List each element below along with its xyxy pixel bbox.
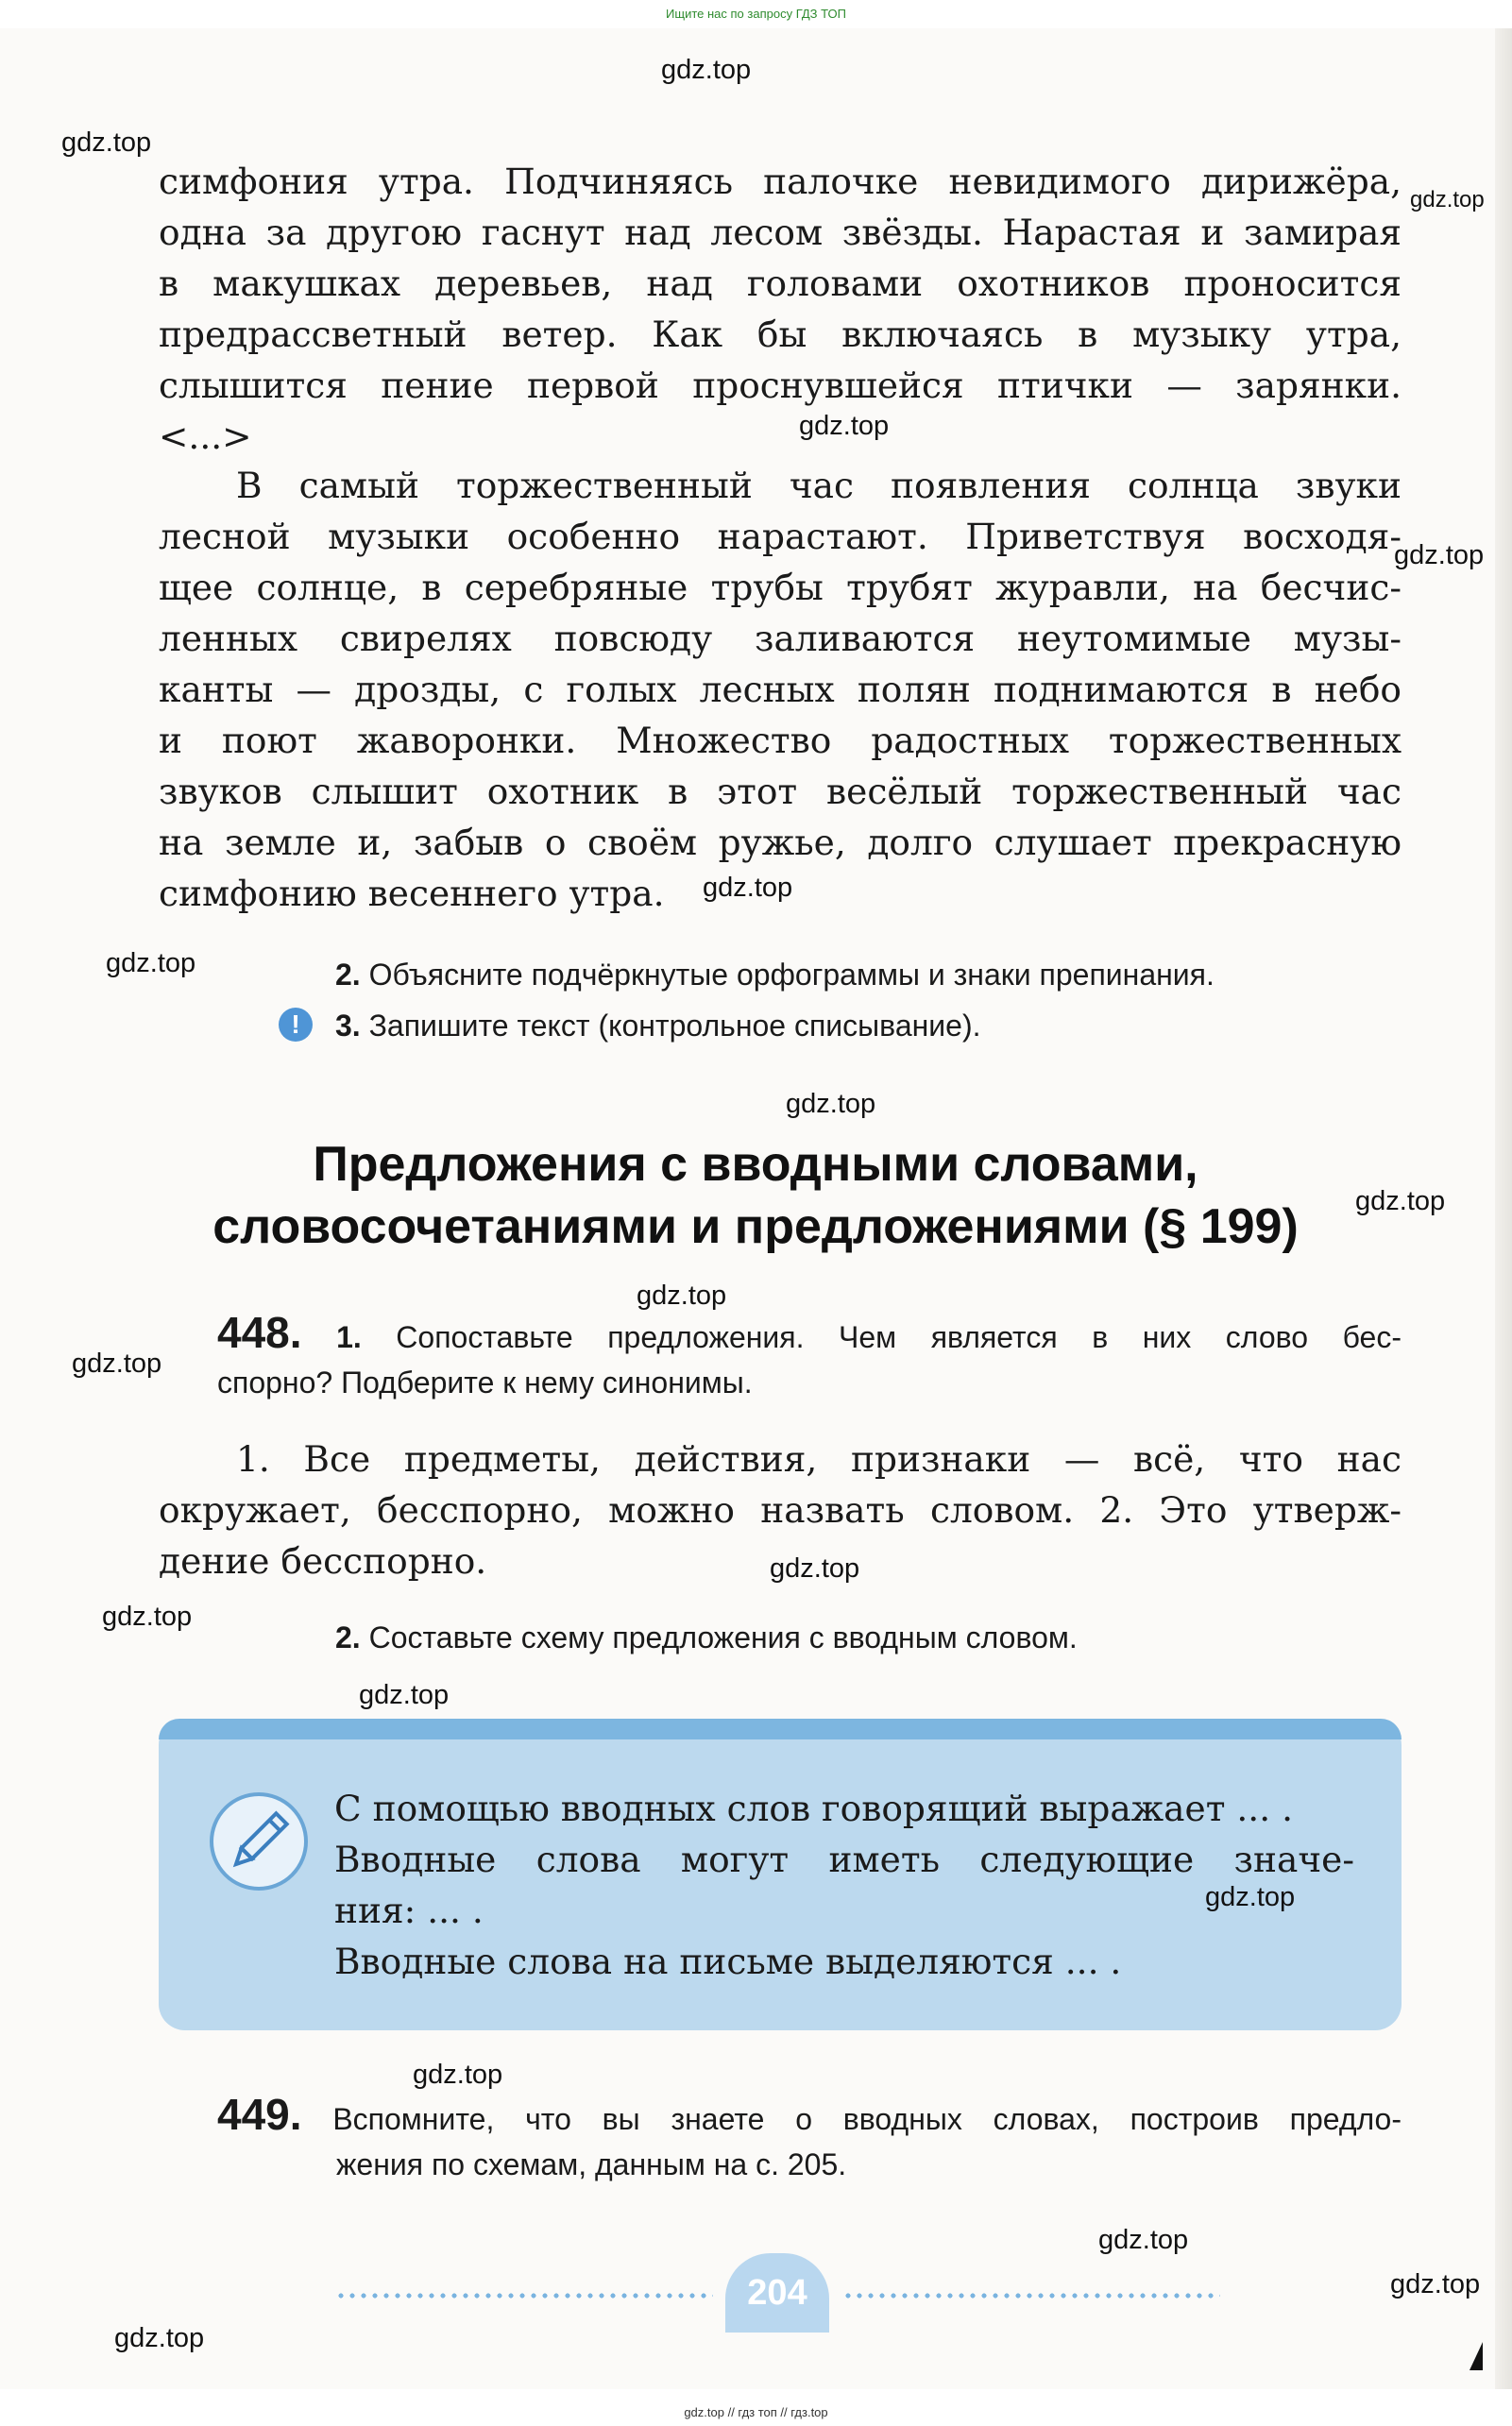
exercise-449	[217, 2092, 1402, 2187]
text-line: симфонию весеннего утра.	[159, 873, 665, 914]
watermark: gdz.top	[799, 411, 890, 441]
text-line: симфония утра. Подчиняясь палочке невидимого дирижёра,	[159, 161, 1402, 202]
text-line: лесной музыки особенно нарастают. Приветствуя восходя-	[159, 516, 1402, 557]
exercise-448-task-1	[217, 1310, 1402, 1405]
text-line: канты — дрозды, с голых лесных полян поднимаются в небо	[159, 669, 1402, 710]
text-line: в макушках деревьев, над головами охотников проносится	[159, 263, 1402, 304]
watermark: gdz.top	[72, 1349, 162, 1379]
task-3	[335, 1003, 981, 1048]
task-text: Составьте схему предложения с вводным словом.	[368, 1620, 1078, 1654]
pencil-icon-graphic	[213, 1796, 304, 1887]
watermark: gdz.top	[1394, 540, 1485, 570]
text-line: В самый торжественный час появления солнца звуки	[236, 465, 1402, 506]
text-line: предрассветный ветер. Как бы включаясь в музыку утра,	[159, 314, 1402, 355]
watermark: gdz.top	[661, 55, 752, 85]
task-text: Объясните подчёркнутые орфограммы и знаки препинания.	[368, 958, 1215, 992]
exercise-number: 448.	[217, 1308, 302, 1357]
footer-dots-left	[335, 2293, 713, 2299]
top-banner: Ищите нас по запросу ГДЗ ТОП	[666, 7, 846, 21]
watermark: gdz.top	[359, 1680, 450, 1710]
text-line: дение бесспорно.	[159, 1540, 487, 1582]
text-line: <...>	[159, 416, 252, 457]
watermark: gdz.top	[61, 127, 152, 158]
pencil-icon	[210, 1792, 308, 1891]
watermark: gdz.top	[1390, 2269, 1481, 2299]
watermark: gdz.top	[1410, 187, 1485, 212]
exercise-number: 449.	[217, 2090, 302, 2139]
text-line: окружает, бесспорно, можно назвать словом. 2. Это утверж-	[159, 1489, 1402, 1531]
watermark: gdz.top	[1205, 1882, 1296, 1912]
bottom-banner: gdz.top // гдз топ // гдз.top	[684, 2405, 828, 2419]
info-icon: !	[279, 1008, 313, 1042]
task-text: Запишите текст (контрольное списывание).	[368, 1009, 981, 1043]
text-line: и поют жаворонки. Множество радостных торжественных	[159, 720, 1402, 761]
watermark: gdz.top	[106, 948, 196, 978]
page-corner-marker	[1470, 2342, 1483, 2370]
text-paragraph-1	[159, 156, 1402, 462]
text-line: одна за другою гаснут над лесом звёзды. Нарастая и замирая	[159, 212, 1402, 253]
watermark: gdz.top	[637, 1281, 727, 1311]
section-heading	[189, 1133, 1322, 1258]
task-text: Сопоставьте предложения. Чем является в них слово бес-	[396, 1320, 1402, 1354]
rule-line: Вводные слова могут иметь следующие значе-	[334, 1839, 1354, 1880]
rule-box-header-bar	[159, 1719, 1402, 1739]
task-number: 3.	[335, 1009, 361, 1043]
text-paragraph-2	[159, 460, 1402, 919]
text-line: ленных свирелях повсюду заливаются неутомимые музы-	[159, 618, 1402, 659]
task-number: 2.	[335, 1620, 361, 1654]
task-text: спорно? Подберите к нему синонимы.	[217, 1366, 753, 1400]
rule-line: Вводные слова на письме выделяются ... .	[334, 1941, 1122, 1982]
watermark: gdz.top	[413, 2060, 503, 2090]
watermark: gdz.top	[1098, 2225, 1189, 2255]
task-number: 1.	[336, 1320, 362, 1354]
task-text: Вспомните, что вы знаете о вводных словах, построив предло-	[332, 2102, 1402, 2136]
watermark: gdz.top	[114, 2323, 205, 2353]
text-line: слышится пение первой проснувшейся птички — зарянки.	[159, 365, 1402, 406]
watermark: gdz.top	[1355, 1186, 1446, 1216]
rule-text	[334, 1783, 1354, 1987]
text-line: на земле и, забыв о своём ружье, долго слушает прекрасную	[159, 822, 1402, 863]
rule-line: ния: ... .	[334, 1890, 484, 1931]
footer-dots-right	[842, 2293, 1220, 2299]
rule-line: С помощью вводных слов говорящий выражает ... .	[334, 1788, 1293, 1829]
watermark: gdz.top	[102, 1602, 193, 1632]
watermark: gdz.top	[786, 1089, 876, 1119]
watermark: gdz.top	[703, 873, 793, 903]
text-line: 1. Все предметы, действия, признаки — всё, что нас	[236, 1438, 1402, 1480]
heading-line-2: словосочетаниями и предложениями (§ 199)	[212, 1199, 1299, 1254]
task-text: жения по схемам, данным на с. 205.	[336, 2147, 847, 2181]
page-number: 204	[725, 2253, 829, 2333]
task-number: 2.	[335, 958, 361, 992]
text-line: звуков слышит охотник в этот весёлый торжественный час	[159, 771, 1402, 812]
watermark: gdz.top	[770, 1553, 860, 1584]
text-line: щее солнце, в серебряные трубы трубят журавли, на бесчис-	[159, 567, 1402, 608]
heading-line-1: Предложения с вводными словами,	[313, 1137, 1198, 1192]
task-2	[335, 952, 1215, 997]
exercise-448-task-2	[335, 1615, 1078, 1660]
